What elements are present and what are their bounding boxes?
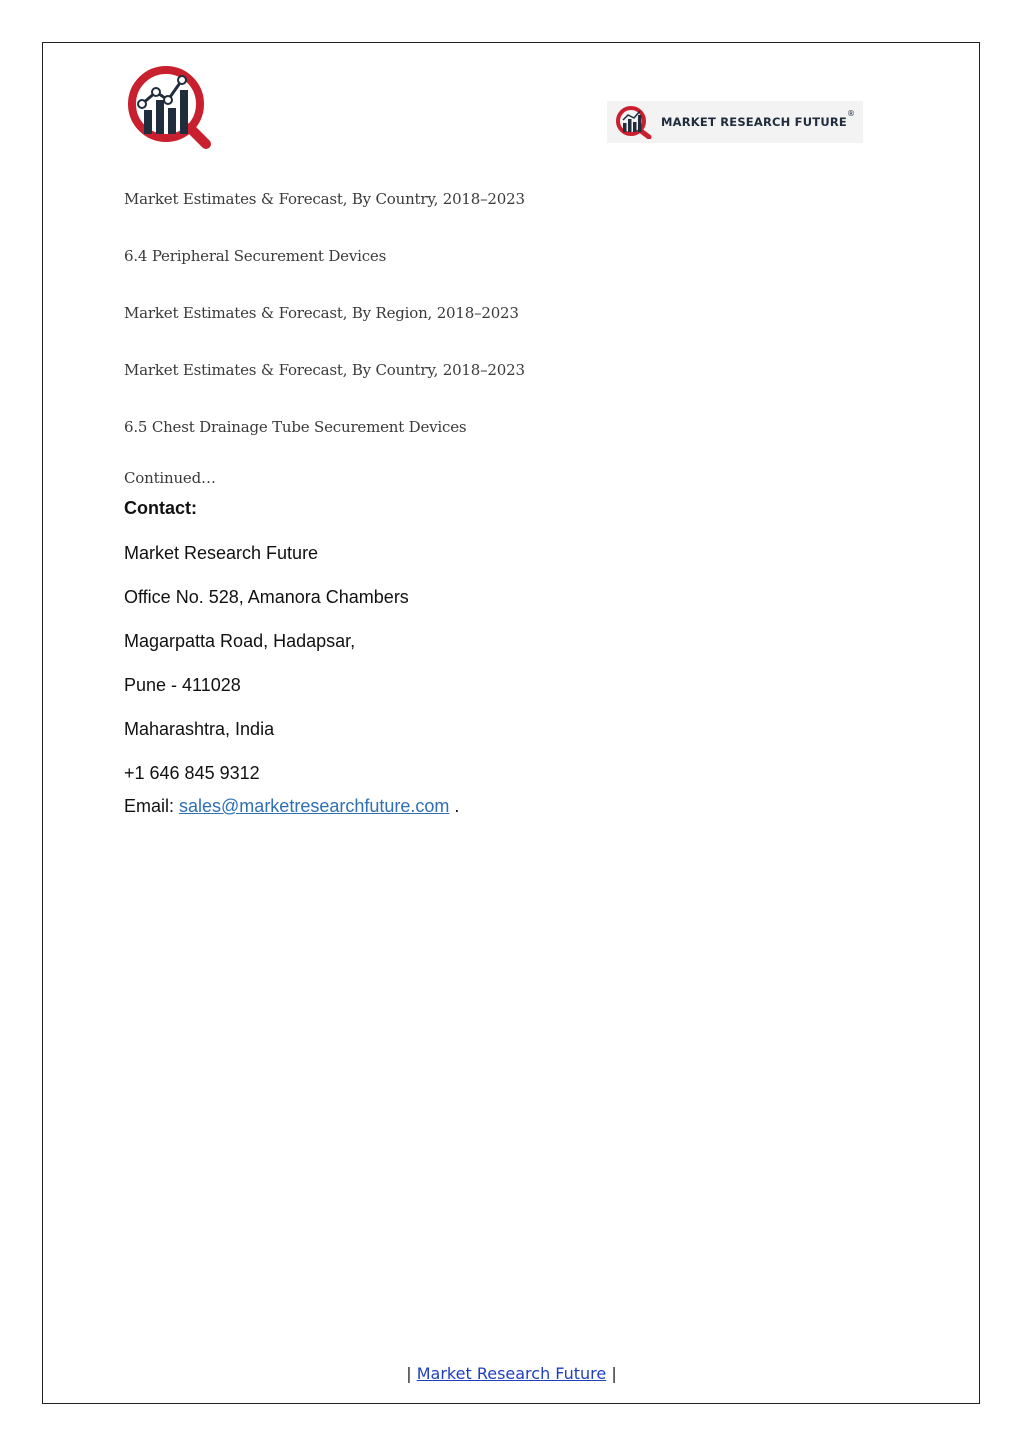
page-footer xyxy=(0,1364,1023,1383)
email-link[interactable]: sales@marketresearchfuture.com xyxy=(179,796,450,816)
state-country: Maharashtra, India xyxy=(124,719,275,739)
toc-line: Market Estimates & Forecast, By Region, 2018–2023 xyxy=(124,304,519,322)
email-line xyxy=(124,796,459,817)
footer-link[interactable]: Market Research Future xyxy=(416,1364,607,1383)
footer-bar-right: | xyxy=(606,1364,617,1383)
footer-bar-left: | xyxy=(406,1364,417,1383)
toc-line: Market Estimates & Forecast, By Country, 2018–2023 xyxy=(124,361,525,379)
toc-line: 6.5 Chest Drainage Tube Securement Devices xyxy=(124,418,467,436)
city-pin: Pune - 411028 xyxy=(124,675,241,695)
contact-heading: Contact: xyxy=(124,498,197,518)
brand-name: MARKET RESEARCH FUTURE xyxy=(661,115,847,129)
registered-mark: ® xyxy=(847,109,855,118)
office-address: Office No. 528, Amanora Chambers xyxy=(124,587,409,607)
magnifier-chart-icon xyxy=(126,64,214,150)
company-name: Market Research Future xyxy=(124,543,319,563)
toc-line: 6.4 Peripheral Securement Devices xyxy=(124,247,387,265)
toc-line: Market Estimates & Forecast, By Country, 2018–2023 xyxy=(124,190,525,208)
brand-banner xyxy=(607,101,863,143)
email-suffix: . xyxy=(449,796,460,816)
email-label: Email: xyxy=(124,796,180,816)
brand-logo xyxy=(126,64,214,150)
phone-number: +1 646 845 9312 xyxy=(124,763,260,783)
road-address: Magarpatta Road, Hadapsar, xyxy=(124,631,356,651)
magnifier-chart-icon xyxy=(615,105,655,139)
continued-text: Continued… xyxy=(124,469,216,487)
